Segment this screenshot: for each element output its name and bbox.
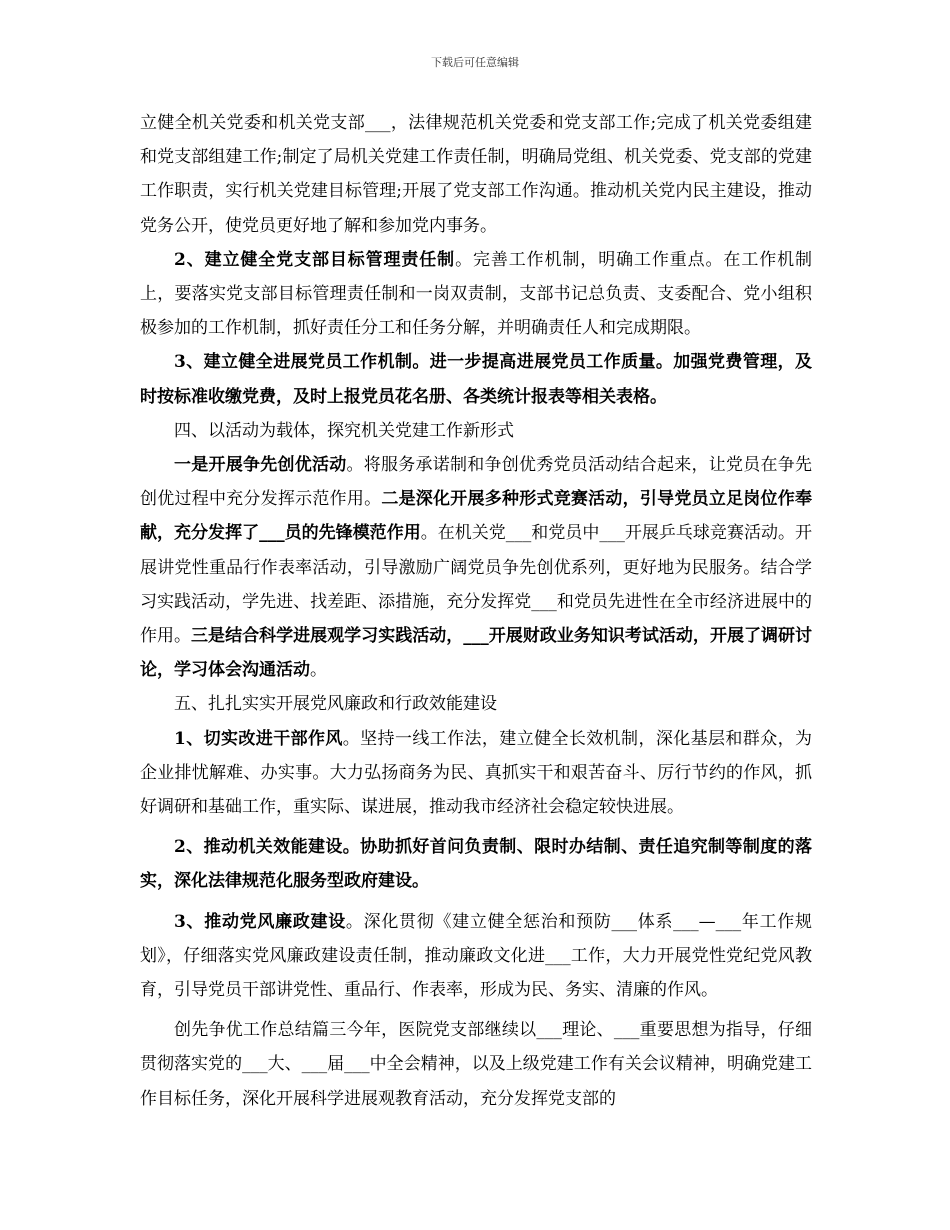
paragraph-7-text: 。坚持一线工作法，建立健全长效机制，深化基层和群众，为企业排忧解难、办实事。大力弘扬商务为民、真抓实干和艰苦奋斗、厉行节约的作风，抓好调研和基础工作，重实际、谋进展，推动我市经济社会稳定较快进展。 xyxy=(140,728,812,818)
paragraph-5-text-2: 。在机关党___和党员中___开展乒乓球竞赛活动。开展讲党性重品行作表率活动，引导激励广阔党员争先创优系列，更好地为民服务。结合学习实践活动，学先进、找差距、添措施，充分发挥党___和党员先进性在全市经济进展中的作用。 xyxy=(140,523,813,647)
paragraph-5-heading-3: 三是结合科学进展观学习实践活动，___开展财政业务知识考试活动，开展了调研讨论，学习体会沟通活动 xyxy=(140,626,813,681)
paragraph-7-heading: 1、切实改进干部作风 xyxy=(174,728,343,749)
paragraph-7 xyxy=(140,722,812,825)
section-heading-4-text: 四、以活动为载体，探究机关党建工作新形式 xyxy=(174,420,514,441)
paragraph-5 xyxy=(140,448,812,687)
paragraph-5-heading-1: 一是开展争先创优活动 xyxy=(174,455,347,476)
paragraph-10 xyxy=(140,1013,812,1116)
paragraph-8 xyxy=(140,830,812,898)
section-heading-4 xyxy=(140,414,812,448)
paragraph-8-text: 2、推动机关效能建设。协助抓好首问负责制、限时办结制、责任追究制等制度的落实，深化法律规范化服务型政府建设。 xyxy=(140,837,812,892)
section-heading-5 xyxy=(140,687,812,721)
section-heading-5-text: 五、扎扎实实开展党风廉政和行政效能建设 xyxy=(174,694,497,715)
paragraph-1-text: 立健全机关党委和机关党支部___，法律规范机关党委和党支部工作;完成了机关党委组建和党支部组建工作;制定了局机关党建工作责任制，明确局党组、机关党委、党支部的党建工作职责，实行机关党建目标管理;开展了党支部工作沟通。推动机关党内民主建设，推动党务公开，使党员更好地了解和参加党内事务。 xyxy=(140,113,812,236)
paragraph-2-text: 。完善工作机制，明确工作重点。在工作机制上，要落实党支部目标管理责任制和一岗双责制，支部书记总负责、支委配合、党小组积极参加的工作机制，抓好责任分工和任务分解，并明确责任人和完成期限。 xyxy=(140,249,812,339)
document-body xyxy=(140,106,812,1116)
paragraph-3-text: 3、建立健全进展党员工作机制。进一步提高进展党员工作质量。加强党费管理，及时按标准收缴党费，及时上报党员花名册、各类统计报表等相关表格。 xyxy=(140,352,812,407)
paragraph-2 xyxy=(140,243,812,346)
paragraph-3 xyxy=(140,345,812,413)
paragraph-2-heading: 2、建立健全党支部目标管理责任制 xyxy=(174,249,456,270)
paragraph-5-heading-2: 二是深化开展多种形式竞赛活动，引导党员立足岗位作奉献，充分发挥了___员的先锋模范作用 xyxy=(140,489,813,544)
paragraph-5-text-1: 。将服务承诺制和争创优秀党员活动结合起来，让党员在争先创优过程中充分发挥示范作用。 xyxy=(140,455,812,510)
paragraph-5-text-3: 。 xyxy=(310,660,327,681)
paragraph-9-heading: 3、推动党风廉政建设 xyxy=(174,911,346,932)
paragraph-9-text: 。深化贯彻《建立健全惩治和预防___体系___—___年工作规划》，仔细落实党风廉政建设责任制，推动廉政文化进___工作，大力开展党性党纪党风教育，引导党员干部讲党性、重品行、作表率，形成为民、务实、清廉的作风。 xyxy=(140,911,812,1001)
page-header: 下载后可任意编辑 xyxy=(431,56,519,69)
paragraph-10-text: 创先争优工作总结篇三今年，医院党支部继续以___理论、___重要思想为指导，仔细贯彻落实党的___大、___届___中全会精神，以及上级党建工作有关会议精神，明确党建工作目标任务，深化开展科学进展观教育活动，充分发挥党支部的 xyxy=(140,1020,812,1109)
paragraph-1 xyxy=(140,106,812,243)
paragraph-9 xyxy=(140,905,812,1008)
